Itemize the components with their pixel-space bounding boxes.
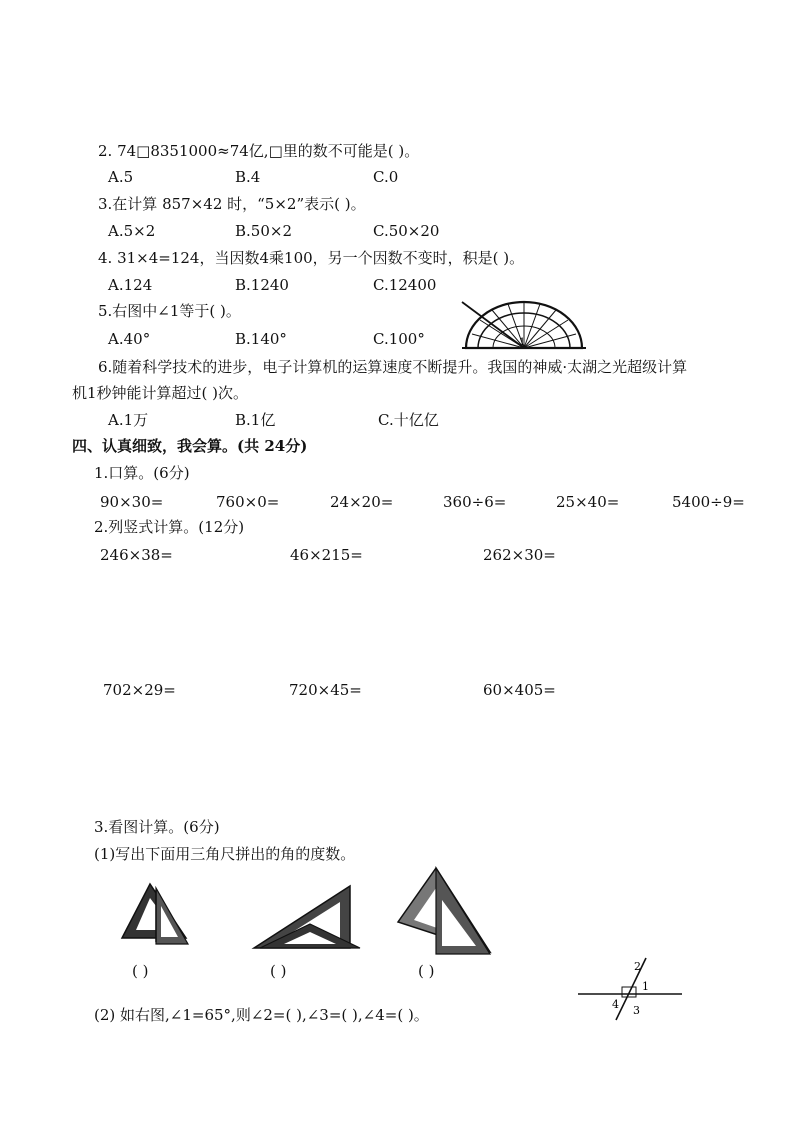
q2-stem: 2. 74□8351000≈74亿,□里的数不可能是( )。: [98, 142, 420, 160]
q2-option-b[interactable]: B.4: [235, 168, 261, 186]
q3-option-c[interactable]: C.50×20: [373, 222, 440, 240]
triangle-ruler-figure-3: [396, 866, 494, 958]
q6-stem-line1: 6.随着科学技术的进步，电子计算机的运算速度不断提升。我国的神威·太湖之光超级计算: [98, 358, 688, 376]
oral-title: 1.口算。(6分): [94, 464, 190, 482]
oral-item: 360÷6=: [443, 493, 507, 511]
oral-item: 760×0=: [216, 493, 280, 511]
q5-stem: 5.右图中∠1等于( )。: [98, 302, 241, 320]
q4-stem: 4. 31×4=124，当因数4乘100，另一个因数不变时，积是( )。: [98, 249, 525, 267]
picture-calc-title: 3.看图计算。(6分): [94, 818, 220, 836]
q3-option-b[interactable]: B.50×2: [235, 222, 292, 240]
section4-title: 四、认真细致，我会算。(共 24分): [72, 437, 308, 455]
vertical-calc-item: 46×215=: [290, 546, 363, 564]
vertical-calc-item: 262×30=: [483, 546, 556, 564]
triangle-ruler-figure-1: [120, 882, 192, 954]
q4-option-c[interactable]: C.12400: [373, 276, 437, 294]
oral-item: 5400÷9=: [672, 493, 745, 511]
angle-label-1: 1: [642, 980, 649, 993]
q6-stem-line2: 机1秒钟能计算超过( )次。: [72, 384, 249, 402]
angle-label-2: 2: [634, 960, 641, 973]
oral-item: 24×20=: [330, 493, 394, 511]
vertical-calc-item: 702×29=: [103, 681, 176, 699]
angle-label-3: 3: [633, 1004, 640, 1017]
q3-option-a[interactable]: A.5×2: [108, 222, 156, 240]
protractor-angle-label: 1: [519, 337, 526, 348]
q2-option-c[interactable]: C.0: [373, 168, 399, 186]
triangle-ruler-figure-2: [250, 884, 368, 954]
q4-option-b[interactable]: B.1240: [235, 276, 289, 294]
q5-option-b[interactable]: B.140°: [235, 330, 287, 348]
oral-item: 25×40=: [556, 493, 620, 511]
q6-option-b[interactable]: B.1亿: [235, 411, 276, 429]
figure-3-answer-blank[interactable]: ( ): [418, 962, 435, 980]
vertical-calc-title: 2.列竖式计算。(12分): [94, 518, 245, 536]
figure-2-answer-blank[interactable]: ( ): [270, 962, 287, 980]
vertical-calc-item: 720×45=: [289, 681, 362, 699]
q6-option-a[interactable]: A.1万: [108, 411, 149, 429]
q2-option-a[interactable]: A.5: [108, 168, 134, 186]
figure-1-answer-blank[interactable]: ( ): [132, 962, 149, 980]
q3-stem: 3.在计算 857×42 时，“5×2”表示( )。: [98, 195, 366, 213]
angle-label-4: 4: [612, 998, 619, 1011]
vertical-calc-item: 60×405=: [483, 681, 556, 699]
vertical-calc-item: 246×38=: [100, 546, 173, 564]
protractor-figure: [458, 298, 590, 352]
intersecting-lines-figure: [576, 956, 686, 1022]
q5-option-c[interactable]: C.100°: [373, 330, 425, 348]
q6-option-c[interactable]: C.十亿亿: [378, 411, 439, 429]
picture-calc-sub2: (2) 如右图,∠1=65°,则∠2=( ),∠3=( ),∠4=( )。: [94, 1006, 429, 1024]
oral-item: 90×30=: [100, 493, 164, 511]
picture-calc-sub1: (1)写出下面用三角尺拼出的角的度数。: [94, 845, 356, 863]
q5-option-a[interactable]: A.40°: [108, 330, 151, 348]
q4-option-a[interactable]: A.124: [108, 276, 153, 294]
